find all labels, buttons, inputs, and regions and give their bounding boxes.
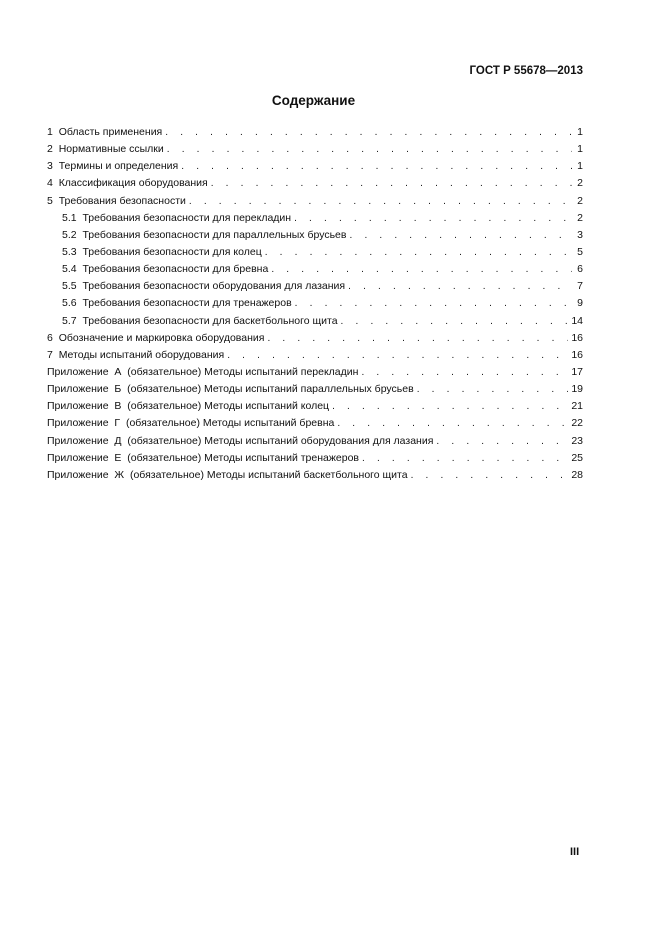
toc-entry-title: Обозначение и маркировка оборудования [58, 331, 265, 344]
toc-entry[interactable] [47, 467, 583, 484]
toc-entry[interactable] [47, 210, 583, 227]
toc-entry-page: 2 [577, 177, 583, 190]
toc-entry-page: 28 [571, 468, 583, 481]
toc-entry-title: Требования безопасности для баскетбольного щита [82, 314, 338, 327]
toc-leader-dots [265, 244, 572, 261]
toc-entry-number: 6 [47, 331, 53, 344]
toc-title: Содержание [271, 93, 356, 108]
toc-entry-title: (обязательное) Методы испытаний колец [127, 400, 330, 413]
toc-leader-dots [348, 278, 572, 295]
toc-entry-title: Классификация оборудования [58, 177, 208, 190]
toc-entry-title: Требования безопасности для перекладин [82, 211, 292, 224]
toc-leader-dots [167, 141, 572, 158]
toc-entry-number: 5.5 [62, 280, 77, 293]
toc-entry-number: 5.7 [62, 314, 77, 327]
toc-entry[interactable] [47, 244, 583, 261]
toc-entry-page: 25 [571, 451, 583, 464]
toc-leader-dots [271, 261, 572, 278]
toc-entry[interactable] [47, 330, 583, 347]
toc-entry-page: 7 [577, 280, 583, 293]
toc-entry-number: 2 [47, 143, 53, 156]
toc-leader-dots [211, 175, 572, 192]
toc-entry-title: (обязательное) Методы испытаний перекладин [127, 365, 359, 378]
toc-entry[interactable] [47, 175, 583, 192]
toc-entry[interactable] [47, 278, 583, 295]
toc-entry-number: 1 [47, 126, 53, 138]
toc-entry-page: 2 [577, 211, 583, 224]
toc-leader-dots [362, 450, 568, 467]
toc-entry[interactable] [47, 295, 583, 312]
toc-entry-title: Методы испытаний оборудования [58, 348, 225, 361]
toc-entry-page: 6 [577, 263, 583, 276]
toc-entry-page: 19 [571, 383, 583, 396]
toc-leader-dots [361, 364, 568, 381]
toc-leader-dots [294, 210, 572, 227]
toc-leader-dots [227, 347, 568, 364]
toc-entry-title: Требования безопасности для тренажеров [82, 297, 292, 310]
toc-entry-title: (обязательное) Методы испытаний баскетбольного щита [129, 468, 408, 481]
document-code: ГОСТ Р 55678—2013 [469, 65, 583, 77]
toc-entry-title: (обязательное) Методы испытаний бревна [125, 417, 335, 430]
toc-entry-number: Приложение Г [47, 417, 121, 430]
toc-entry[interactable] [47, 381, 583, 398]
toc-entry[interactable] [47, 124, 583, 141]
toc-entry-number: Приложение Б [47, 383, 122, 396]
toc-entry[interactable] [47, 347, 583, 364]
toc-entry[interactable] [47, 141, 583, 158]
toc-entry-number: Приложение В [47, 400, 122, 413]
toc-entry[interactable] [47, 193, 583, 210]
toc-entry[interactable] [47, 313, 583, 330]
toc-entry-page: 1 [577, 160, 583, 173]
toc-entry[interactable] [47, 415, 583, 432]
toc-entry-title: Нормативные ссылки [58, 143, 164, 156]
toc-entry[interactable] [47, 227, 583, 244]
toc-leader-dots [436, 433, 568, 450]
toc-leader-dots [267, 330, 568, 347]
toc-entry-page: 2 [577, 194, 583, 207]
toc-entry-page: 1 [577, 143, 583, 156]
toc-entry-number: 5 [47, 194, 53, 207]
toc-entry-page: 16 [571, 331, 583, 344]
toc-leader-dots [341, 313, 569, 330]
toc-entry-title: Требования безопасности для бревна [82, 263, 269, 276]
toc-entry-page: 5 [577, 245, 583, 258]
toc-entry-number: 5.2 [62, 228, 77, 241]
toc-entry[interactable] [47, 364, 583, 381]
toc-leader-dots [165, 124, 572, 141]
toc-entry-number: 5.6 [62, 297, 77, 310]
toc-leader-dots [411, 467, 569, 484]
toc-entry[interactable] [47, 261, 583, 278]
toc-entry-number: 7 [47, 348, 53, 361]
toc-leader-dots [337, 415, 568, 432]
toc-entry-number: 4 [47, 177, 53, 190]
toc-entry-page: 1 [577, 126, 583, 138]
toc-entry-title: (обязательное) Методы испытаний параллельных брусьев [127, 383, 414, 396]
toc-leader-dots [417, 381, 569, 398]
toc-entry-number: Приложение Ж [47, 468, 125, 481]
toc-entry[interactable] [47, 450, 583, 467]
toc-entry-number: Приложение Д [47, 434, 122, 447]
toc-entry-title: Требования безопасности для колец [82, 245, 262, 258]
toc-entry-number: 5.1 [62, 211, 77, 224]
toc-entry-title: Требования безопасности [58, 194, 186, 207]
page-number: III [570, 846, 580, 858]
toc-leader-dots [349, 227, 572, 244]
toc-leader-dots [181, 158, 572, 175]
toc-entry-title: Требования безопасности для параллельных брусьев [82, 228, 347, 241]
toc-entry-page: 3 [577, 228, 583, 241]
toc-entry[interactable] [47, 158, 583, 175]
toc-entry[interactable] [47, 398, 583, 415]
toc-entry-number: Приложение А [47, 365, 122, 378]
toc-leader-dots [332, 398, 568, 415]
toc-entry-title: Область применения [58, 126, 163, 138]
toc-entry-title: (обязательное) Методы испытаний тренажеров [127, 451, 359, 464]
toc-entry[interactable] [47, 433, 583, 450]
toc-entry-number: Приложение Е [47, 451, 122, 464]
toc-entry-title: Требования безопасности оборудования для лазания [82, 280, 346, 293]
toc-entry-page: 17 [571, 365, 583, 378]
table-of-contents [47, 124, 583, 484]
toc-entry-page: 16 [571, 348, 583, 361]
toc-leader-dots [295, 295, 572, 312]
toc-entry-number: 3 [47, 160, 53, 173]
toc-entry-title: Термины и определения [58, 160, 179, 173]
toc-entry-page: 9 [577, 297, 583, 310]
toc-entry-number: 5.4 [62, 263, 77, 276]
toc-entry-page: 14 [571, 314, 583, 327]
toc-leader-dots [189, 193, 572, 210]
toc-entry-page: 22 [571, 417, 583, 430]
toc-entry-number: 5.3 [62, 245, 77, 258]
toc-entry-page: 21 [571, 400, 583, 413]
toc-entry-page: 23 [571, 434, 583, 447]
toc-entry-title: (обязательное) Методы испытаний оборудования для лазания [127, 434, 434, 447]
